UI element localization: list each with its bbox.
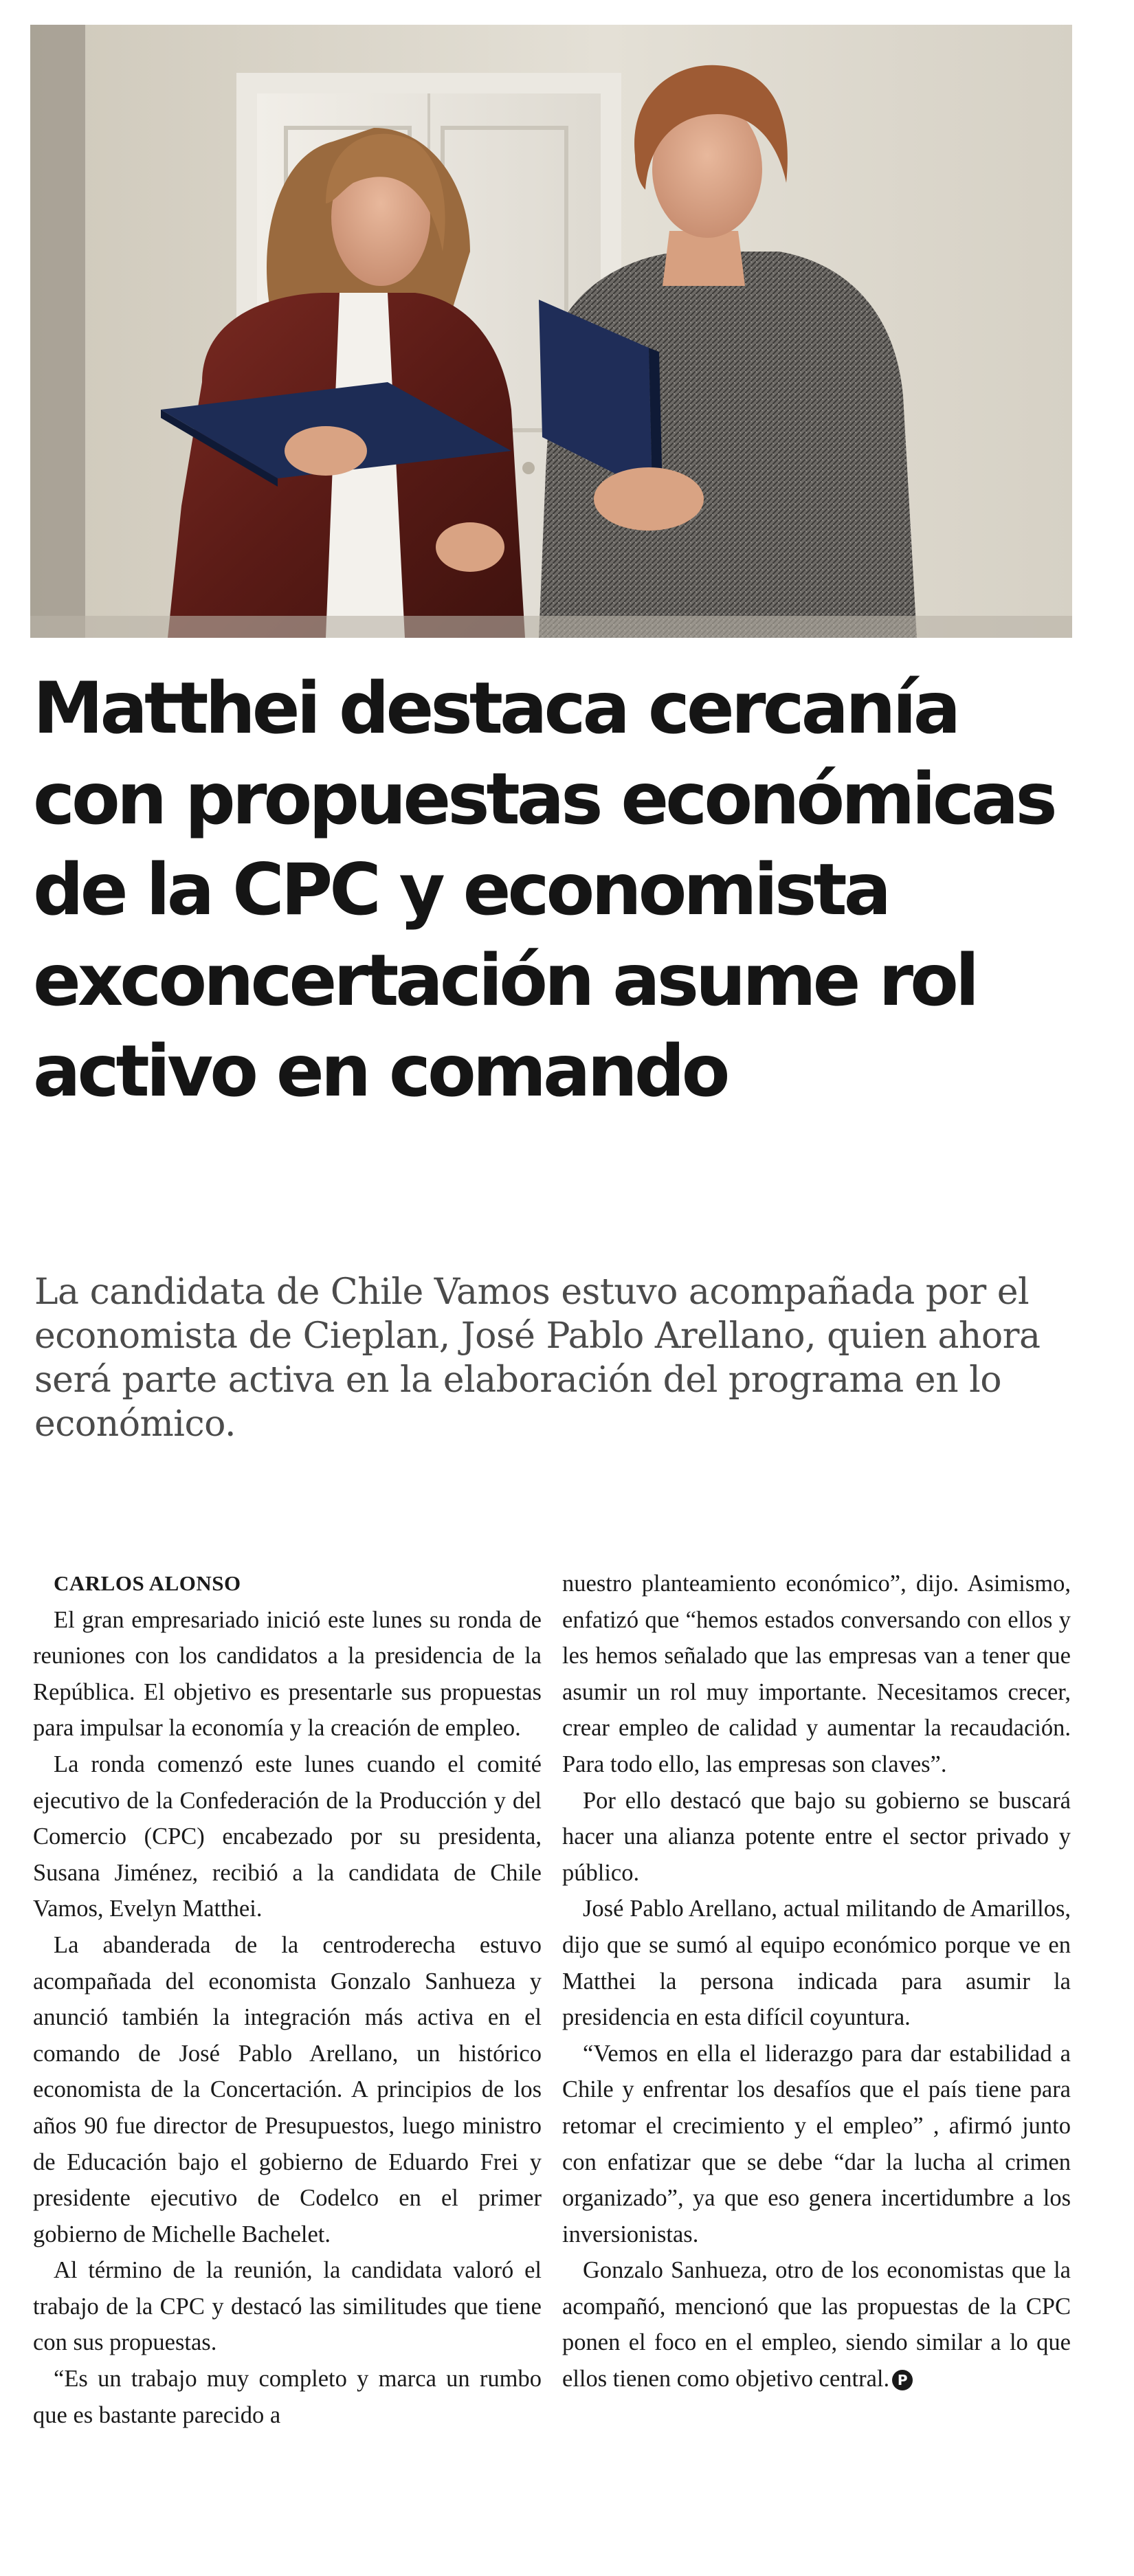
body-paragraph-continued: nuestro planteamiento económico”, dijo. Asimismo, enfatizó que “hemos estados conversando con ellos y les hemos señalado que las empresas van a tener que asumir un rol muy importante. Necesitamos crecer, crear empleo de calidad y aumentar la recaudación. Para todo ello, las empresas son claves”. (562, 1570, 1071, 1777)
final-paragraph-text: Gonzalo Sanhueza, otro de los economistas que la acompañó, mencionó que las propuestas de la CPC ponen el foco en el empleo, siendo similar a lo que ellos tienen como objetivo central. (562, 2257, 1071, 2392)
body-paragraph: José Pablo Arellano, actual militando de Amarillos, dijo que se sumó al equipo económico porque ve en Matthei la persona indicada para asumir la presidencia en esta difícil coyuntura. (562, 1896, 1071, 2031)
body-paragraph: El gran empresariado inició este lunes su ronda de reuniones con los candidatos a la presidencia de la República. El objetivo es presentarle sus propuestas para impulsar la economía y la creación de empleo. (33, 1606, 542, 1742)
body-column-left (33, 1566, 542, 2433)
body-paragraph: Al término de la reunión, la candidata valoró el trabajo de la CPC y destacó las similitudes que tiene con sus propuestas. (33, 2257, 542, 2356)
body-paragraph-final (562, 2252, 1071, 2397)
body-column-right (562, 1566, 1071, 2397)
byline: CARLOS ALONSO (54, 1571, 241, 1595)
article-lead: La candidata de Chile Vamos estuvo acompañada por el economista de Cieplan, José Pablo Arellano, quien ahora será parte activa en la elaboración del programa en lo económico. (34, 1272, 1041, 1445)
end-of-article-icon: P (892, 2370, 913, 2390)
body-paragraph: “Vemos en ella el liderazgo para dar estabilidad a Chile y enfrentar los desafíos que el país tiene para retomar el crecimiento y el empleo” , afirmó junto con enfatizar que se debe “dar la lucha al crimen organizado”, ya que eso genera incertidumbre a los inversionistas. (562, 2040, 1071, 2247)
body-paragraph: “Es un trabajo muy completo y marca un rumbo que es bastante parecido a (33, 2366, 542, 2428)
article-photo (30, 25, 1072, 638)
article-headline: Matthei destaca cercanía con propuestas económicas de la CPC y economista exconcertación asume rol activo en comando (33, 667, 1054, 1113)
body-paragraph: La abanderada de la centroderecha estuvo acompañada del economista Gonzalo Sanhueza y anunció también la integración más activa en el comando de José Pablo Arellano, un histórico economista de la Concertación. A principios de los años 90 fue director de Presupuestos, luego ministro de Educación bajo el gobierno de Eduardo Frei y presidente ejecutivo de Codelco en el primer gobierno de Michelle Bachelet. (33, 1931, 542, 2247)
body-paragraph: La ronda comenzó este lunes cuando el comité ejecutivo de la Confederación de la Producción y del Comercio (CPC) encabezado por su presidenta, Susana Jiménez, recibió a la candidata de Chile Vamos, Evelyn Matthei. (33, 1751, 542, 1922)
body-paragraph: Por ello destacó que bajo su gobierno se buscará hacer una alianza potente entre el sector privado y público. (562, 1787, 1071, 1886)
